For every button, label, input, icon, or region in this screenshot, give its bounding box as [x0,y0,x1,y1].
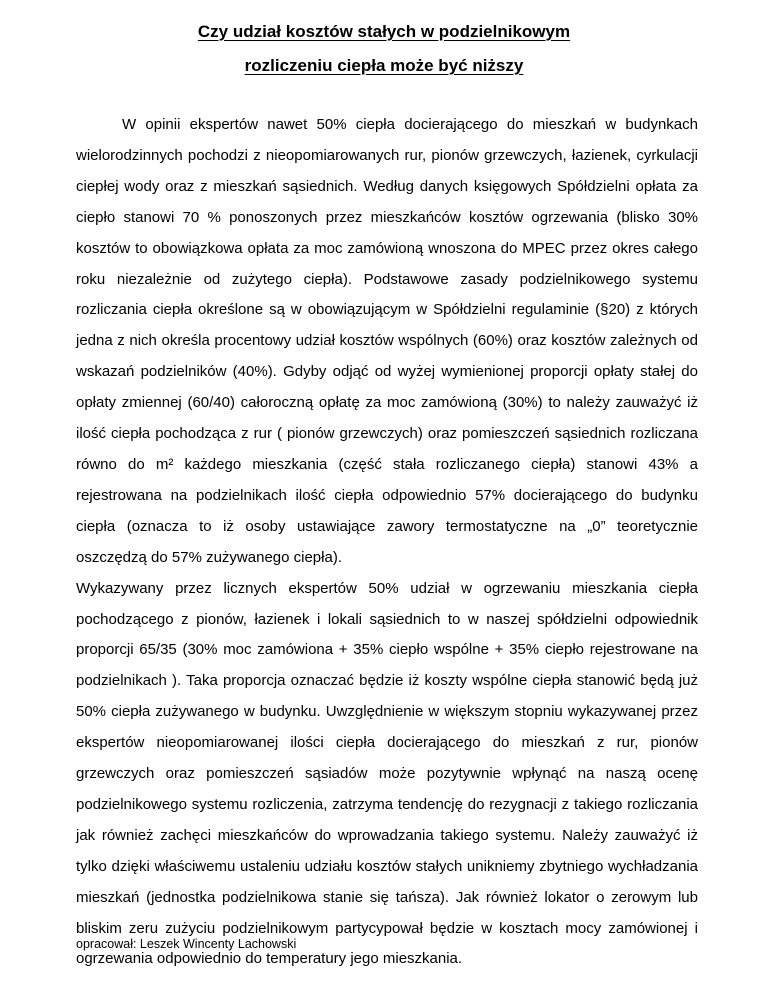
document-title-line-1: Czy udział kosztów stałych w podzielnikowym [197,22,571,41]
document-body [76,110,698,975]
paragraph-1: W opinii ekspertów nawet 50% ciepła docierającego do mieszkań w budynkach wielorodzinnych pochodzi z nieopomiarowanych rur, pionów grzewczych, łazienek, cyrkulacji ciepłej wody oraz z mieszkań sąsiednich. Według danych księgowych Spółdzielni opłata za ciepło stanowi 70 % ponoszonych przez mieszkańców kosztów ogrzewania (blisko 30% kosztów to obowiązkowa opłata za moc zamówioną wnoszona do MPEC przez okres całego roku niezależnie od zużytego ciepła). Podstawowe zasady podzielnikowego systemu rozliczania ciepła określone są w obowiązującym w Spółdzielni regulaminie (§20) z których jedna z nich określa procentowy udział kosztów wspólnych (60%) oraz kosztów zależnych od wskazań podzielników (40%). Gdyby odjąć od wyżej wymienionej proporcji opłaty stałej do opłaty zmiennej (60/40) całoroczną opłatę za moc zamówioną (30%) to należy zauważyć iż ilość ciepła pochodząca z rur ( pionów grzewczych) oraz pomieszczeń sąsiednich rozliczana równo do m² każdego mieszkania (część stała rozliczanego ciepła) stanowi 43% a rejestrowana na podzielnikach ilość ciepła odpowiednio 57% docierającego do budynku ciepła (oznacza to iż osoby ustawiające zawory termostatyczne na „0” teoretycznie oszczędzą do 57% zużywanego ciepła). [76,116,698,566]
author-signature: opracował: Leszek Wincenty Lachowski [76,937,297,951]
paragraph-2: Wykazywany przez licznych ekspertów 50% udział w ogrzewaniu mieszkania ciepła pochodzącego z pionów, łazienek i lokali sąsiednich to w naszej spółdzielni odpowiednik proporcji 65/35 (30% moc zamówiona + 35% ciepło wspólne + 35% ciepło rejestrowane na podzielnikach ). Taka proporcja oznaczać będzie iż koszty wspólne ciepła stanowić będą już 50% ciepła zużywanego w budynku. Uwzględnienie w większym stopniu wykazywanej przez ekspertów nieopomiarowanej ilości ciepła docierającego do mieszkań z rur, pionów grzewczych oraz pomieszczeń sąsiadów może pozytywnie wpłynąć na naszą ocenę podzielnikowego systemu rozliczenia, zatrzyma tendencję do rezygnacji z takiego rozliczania jak również zachęci mieszkańców do wprowadzania takiego systemu. Należy zauważyć iż tylko dzięki właściwemu ustaleniu udziału kosztów stałych unikniemy zbytniego wychładzania mieszkań (jednostka podzielnikowa stanie się tańsza). Jak również lokator o zerowym lub bliskim zeru zużyciu podzielnikowym partycypował będzie w kosztach mocy zamówionej i ogrzewania odpowiednio do temperatury jego mieszkania. [76,579,698,968]
document-title-line-2: rozliczeniu ciepła może być niższy [244,56,524,75]
